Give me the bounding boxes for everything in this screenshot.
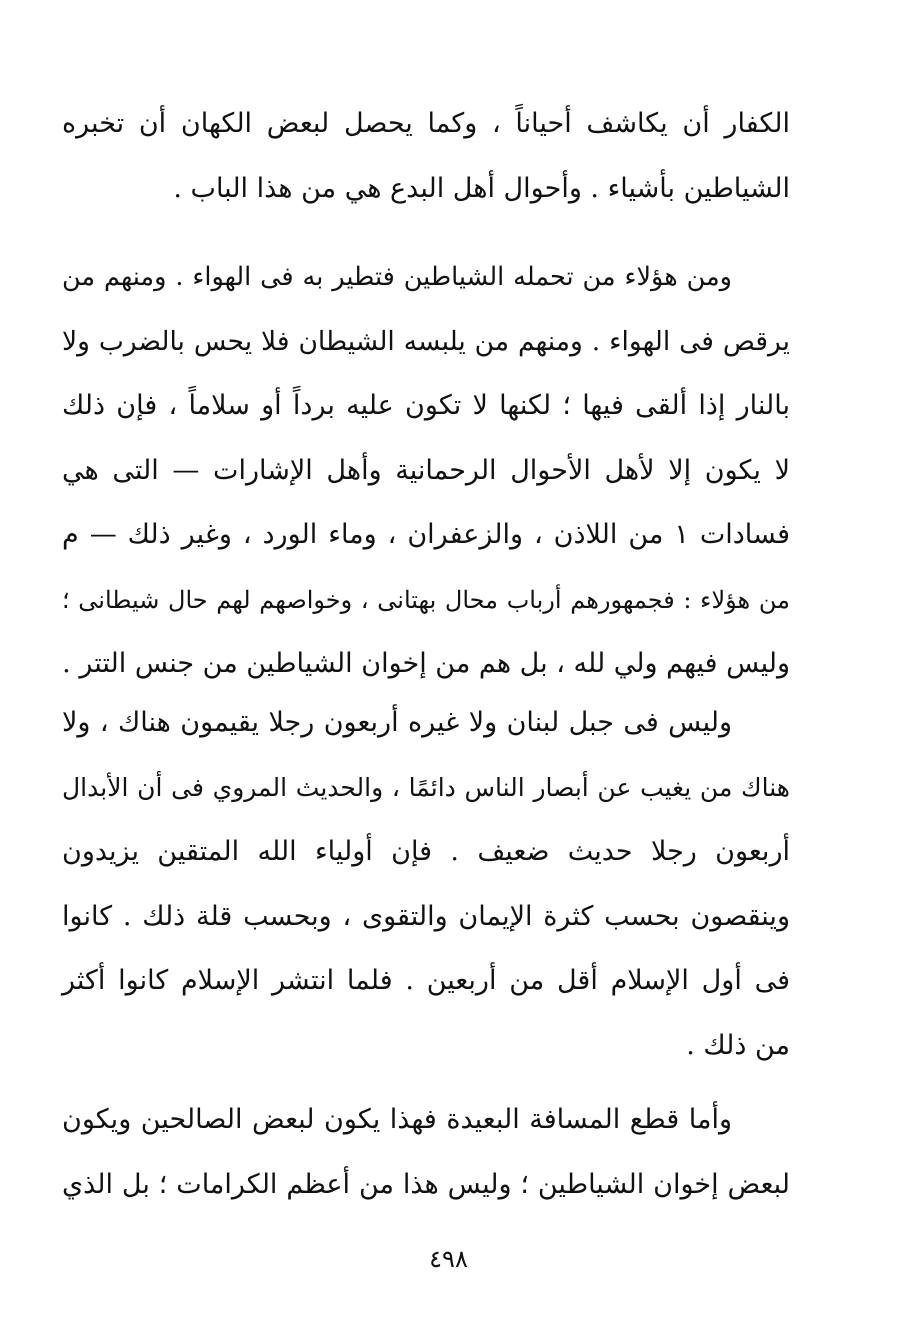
text-line: وينقصون بحسب كثرة الإيمان والتقوى ، وبحسب قلة ذلك . كانوا [62, 900, 790, 932]
text-line: فسادات ١ من اللاذن ، والزعفران ، وماء الورد ، وغير ذلك — م [62, 519, 790, 550]
text-line: وليس فى جبل لبنان ولا غيره أربعون رجلا يقيمون هناك ، ولا [62, 707, 732, 738]
text-line: يرقص فى الهواء . ومنهم من يلبسه الشيطان فلا يحس بالضرب ولا [62, 325, 790, 357]
text-line: هناك من يغيب عن أبصار الناس دائمًا ، والحديث المروي فى أن الأبدال [62, 772, 790, 802]
text-line: من ذلك . [686, 1029, 790, 1061]
text-line: الكفار أن يكاشف أحياناً ، وكما يحصل لبعض الكهان أن تخبره [62, 108, 790, 139]
text-line: لا يكون إلا لأهل الأحوال الرحمانية وأهل الإشارات — التى هي [62, 454, 790, 486]
text-line: وأما قطع المسافة البعيدة فهذا يكون لبعض الصالحين ويكون [62, 1104, 732, 1135]
page-number: ٤٩٨ [429, 1245, 468, 1273]
text-line: فى أول الإسلام أقل من أربعين . فلما انتشر الإسلام كانوا أكثر [62, 965, 790, 996]
text-line: وليس فيهم ولي لله ، بل هم من إخوان الشياطين من جنس التتر . [62, 648, 790, 679]
paragraph-1 [62, 92, 790, 221]
text-line: بالنار إذا ألقى فيها ؛ لكنها لا تكون عليه برداً أو سلاماً ، فإن ذلك [62, 390, 790, 421]
text-line: من هؤلاء : فجمهورهم أرباب محال بهتانى ، وخواصهم لهم حال شيطانى ؛ [62, 585, 790, 614]
text-line: أربعون رجلا حديث ضعيف . فإن أولياء الله المتقين يزيدون [62, 836, 790, 867]
paragraph-3 [62, 691, 790, 1078]
text-line: لبعض إخوان الشياطين ؛ وليس هذا من أعظم الكرامات ؛ بل الذي [62, 1168, 790, 1200]
paragraph-2 [62, 245, 790, 697]
paragraph-4 [62, 1088, 790, 1217]
text-line: ومن هؤلاء من تحمله الشياطين فتطير به فى الهواء . ومنهم من [62, 262, 732, 292]
text-line: الشياطين بأشياء . وأحوال أهل البدع هي من هذا الباب . [173, 172, 790, 204]
